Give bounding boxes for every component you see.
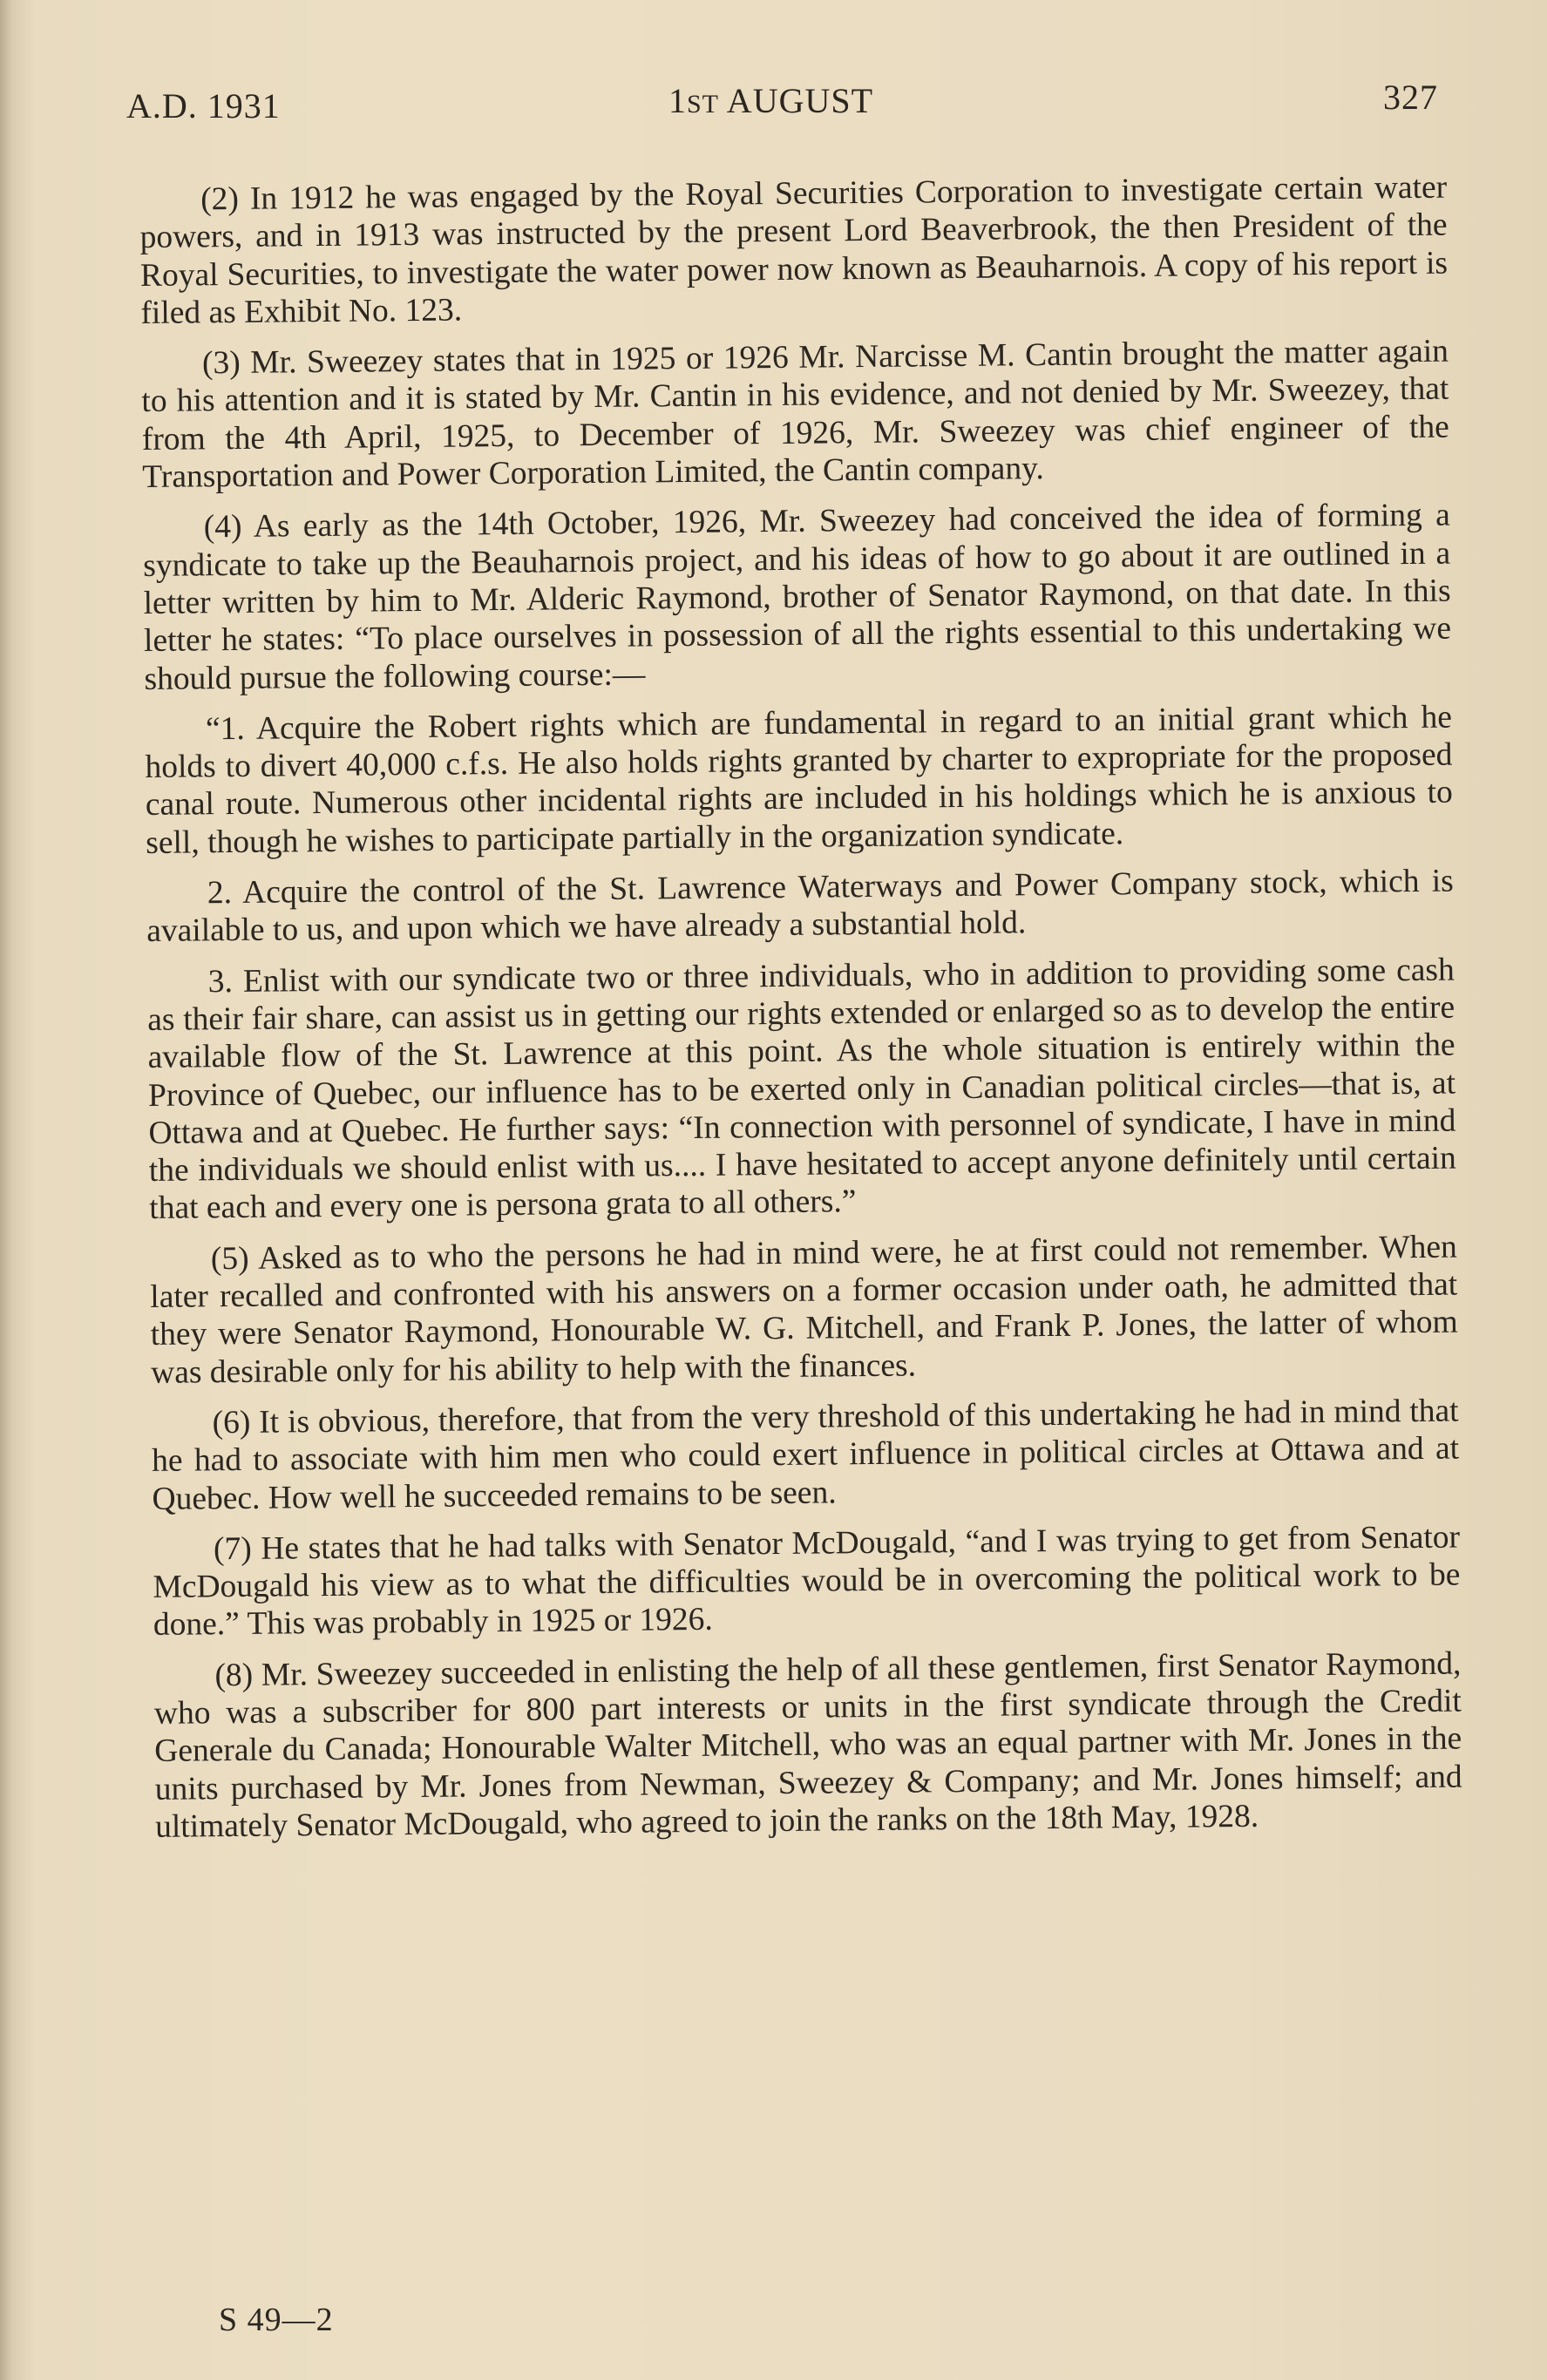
header-title-day: 1 xyxy=(668,81,687,120)
quote-item-3: 3. Enlist with our syndicate two or three individuals, who in addition to providing some cash as their fair share, can assist us in getting our rights extended or enlarged so as to develop the entire available flow of the St. Lawrence at this point. As the whole situation is entirely within the Province of Quebec, our influence has to be exerted only in Canadian political circles—that is, at Ottawa and at Quebec. He further says: “In connection with personnel of syndicate, I have in mind the individuals we should enlist with us.... I have hesitated to accept anyone definitely until certain that each and every one is persona grata to all others.” xyxy=(147,952,1457,1227)
quote-item-2: 2. Acquire the control of the St. Lawrence Waterways and Power Company stock, which is available to us, and upon which we have already a substantial hold. xyxy=(146,863,1454,950)
document-body xyxy=(139,169,1462,1859)
signature-mark: S 49—2 xyxy=(219,2302,334,2338)
page-number: 327 xyxy=(1383,78,1438,117)
paragraph-6: (6) It is obvious, therefore, that from the very threshold of this undertaking he had in mind that he had to associate with him men who could exert influence in political circles at Ottawa and at Quebec. How well he succeeded remains to be seen. xyxy=(151,1393,1460,1517)
header-date: A.D. 1931 xyxy=(126,86,281,125)
quote-item-1: “1. Acquire the Robert rights which are fundamental in regard to an initial grant which he holds to divert 40,000 c.f.s. He also holds rights granted by charter to expropriate for the proposed canal route. Numerous other incidental rights are included in his holdings which he is anxious to sell, though he wishes to participate partially in the organization syndicate. xyxy=(145,699,1454,861)
paragraph-3: (3) Mr. Sweezey states that in 1925 or 1926 Mr. Narcisse M. Cantin brought the matter again to his attention and it is stated by Mr. Cantin in his evidence, and not denied by Mr. Sweezey, that from the 4th April, 1925, to December of 1926, Mr. Sweezey was chief engineer of the Transportation and Power Corporation Limited, the Cantin company. xyxy=(141,333,1449,496)
page-header xyxy=(126,77,1438,129)
paragraph-4: (4) As early as the 14th October, 1926, Mr. Sweezey had conceived the idea of forming a syndicate to take up the Beauharnois project, and his ideas of how to go about it are outlined in a letter written by him to Mr. Alderic Raymond, brother of Senator Raymond, on that date. In this letter he states: “To place ourselves in possession of all the rights essential to this undertaking we should pursue the following course:— xyxy=(143,497,1452,697)
header-title xyxy=(668,80,873,121)
header-title-ordinal: ST xyxy=(687,90,720,119)
paragraph-8: (8) Mr. Sweezey succeeded in enlisting the help of all these gentlemen, first Senator Raymond, who was a subscriber for 800 part interests or units in the first syndicate through the Credit Generale du Canada; Honourable Walter Mitchell, who was an equal partner with Mr. Jones in the units purchased by Mr. Jones from Newman, Sweezey & Company; and Mr. Jones himself; and ultimately Senator McDougald, who agreed to join the ranks on the 18th May, 1928. xyxy=(153,1645,1462,1845)
paragraph-5: (5) Asked as to who the persons he had in mind were, he at first could not remember. When later recalled and confronted with his answers on a former occasion under oath, he admitted that they were Senator Raymond, Honourable W. G. Mitchell, and Frank P. Jones, the latter of whom was desirable only for his ability to help with the finances. xyxy=(150,1229,1458,1391)
paragraph-7: (7) He states that he had talks with Senator McDougald, “and I was trying to get from Senator McDougald his view as to what the difficulties would be in overcoming the political work to be done.” This was probably in 1925 or 1926. xyxy=(153,1519,1461,1644)
header-title-month: AUGUST xyxy=(719,81,874,120)
paragraph-2: (2) In 1912 he was engaged by the Royal Securities Corporation to investigate certain water powers, and in 1913 was instructed by the present Lord Beaverbrook, the then President of the Royal Securities, to investigate the water power now known as Beauharnois. A copy of his report is filed as Exhibit No. 123. xyxy=(139,169,1449,331)
